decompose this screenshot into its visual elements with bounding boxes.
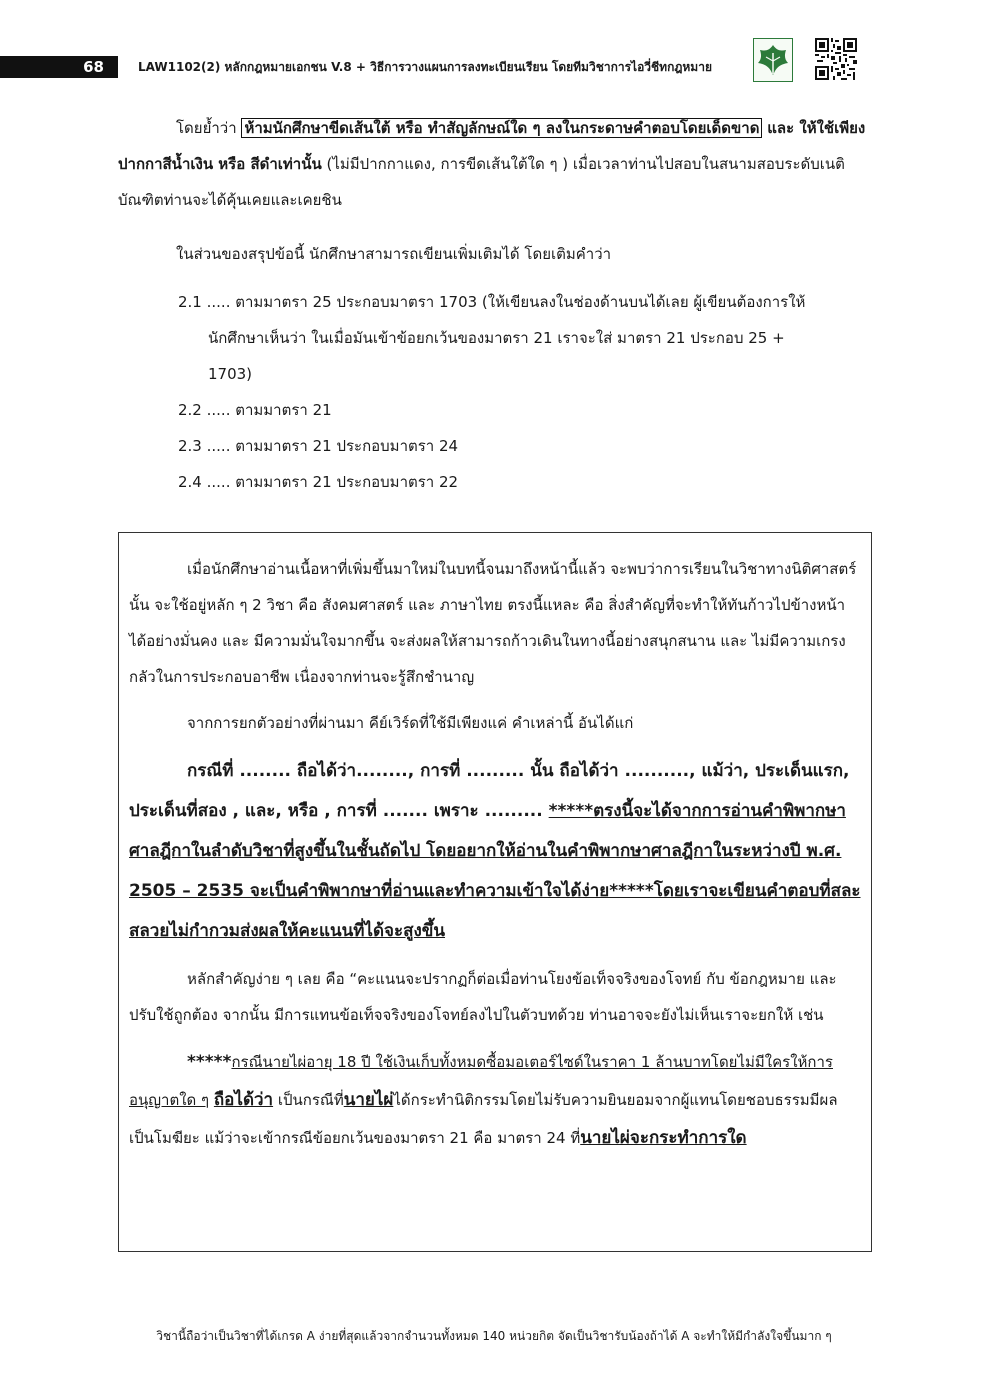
keyword-list: กรณีที่ ........ ถือได้ว่า........, การที่ ......... นั้น ถือได้ว่า .........., แม้ว่า, ประเด็นแรก, ประเด็นที่สอง , และ, หรือ , การที่ ....... เพราะ .........	[129, 761, 850, 821]
box-paragraph-1: เมื่อนักศึกษาอ่านเนื้อหาที่เพิ่มขึ้นมาใหม่ในบทนี้จนมาถึงหน้านี้แล้ว จะพบว่าการเรียนในวิชาทางนิติศาสตร์นั้น จะใช้อยู่หลัก ๆ 2 วิชา คือ สังคมศาสตร์ และ ภาษาไทย ตรงนี้แหละ คือ สิ่งสำคัญที่จะทำให้ทันก้าวไปข้างหน้าได้อย่างมั่นคง และ มีความมั่นใจมากขึ้น จะส่งผลให้สามารถก้าวเดินในทางนี้อย่างสนุกสนาน และ ไม่มีความเกรงกลัวในการประกอบอาชีพ เนื่องจากท่านจะรู้สึกชำนาญ	[129, 560, 857, 686]
pen-instruction: และ ให้ใช้เพียงปากกาสีน้ำเงิน หรือ สีดำเท่านั้น	[118, 119, 866, 173]
list-item-continuation: 1703)	[208, 365, 253, 383]
list-item: 2.4 ..... ตามมาตรา 21 ประกอบมาตรา 22	[178, 473, 459, 491]
box-paragraph-4: หลักสำคัญง่าย ๆ เลย คือ “คะแนนจะปรากฏก็ต่อเมื่อท่านโยงข้อเท็จจริงของโจทย์ กับ ข้อกฎหมาย และ ปรับใช้ถูกต้อง จากนั้น มีการแทนข้อเท็จจริงของโจทย์ลงไปในตัวบทด้วย ท่านอาจจะยังไม่เห็นเราจะยกให้ เช่น	[129, 970, 837, 1024]
intro-paragraph-1	[118, 110, 874, 218]
page-header	[0, 44, 988, 94]
example-keyword: ถือได้ว่า	[213, 1090, 274, 1110]
ivy-leaf-logo-icon	[753, 38, 793, 82]
example-tail: นายไผ่จะกระทำการใด	[580, 1128, 747, 1148]
page-number: 68	[0, 56, 118, 78]
example-name: นายไผ่	[343, 1090, 394, 1110]
intro-lead: โดยย้ำว่า	[176, 119, 237, 137]
qr-code-icon	[815, 38, 857, 80]
intro-paragraph-2: ในส่วนของสรุปข้อนี้ นักศึกษาสามารถเขียนเพิ่มเติมได้ โดยเติมคำว่า	[176, 245, 612, 263]
intro-rest: (ไม่มีปากกาแดง, การขีดเส้นใต้ใด ๆ ) เมื่อเวลาท่านไปสอบในสนามสอบระดับเนติบัณฑิตท่านจะได้คุ้นเคยและเคยชิน	[118, 155, 845, 209]
section-list	[178, 284, 874, 500]
boxed-warning: ห้ามนักศึกษาขีดเส้นใต้ หรือ ทำสัญลักษณ์ใด ๆ ลงในกระดาษคำตอบโดยเด็ดขาด	[241, 118, 762, 138]
list-item: 2.2 ..... ตามมาตรา 21	[178, 401, 332, 419]
main-content	[118, 110, 874, 500]
page-footer: วิชานี้ถือว่าเป็นวิชาที่ได้เกรด A ง่ายที่สุดแล้วจากจำนวนทั้งหมด 140 หน่วยกิต จัดเป็นวิชารับน้องถ้าได้ A จะทำให้มีกำลังใจขึ้นมาก ๆ	[156, 1329, 832, 1343]
list-item: 2.3 ..... ตามมาตรา 21 ประกอบมาตรา 24	[178, 437, 459, 455]
keyword-paragraph	[129, 751, 861, 951]
summary-box	[118, 532, 872, 1252]
list-item-continuation: นักศึกษาเห็นว่า ในเมื่อมันเข้าข้อยกเว้นของมาตรา 21 เราจะใส่ มาตรา 21 ประกอบ 25 +	[208, 329, 785, 347]
example-paragraph	[129, 1043, 861, 1157]
example-text-1: เป็นกรณีที่	[277, 1091, 344, 1109]
header-title: LAW1102(2) หลักกฎหมายเอกชน V.8 + วิธีการวางแผนการลงทะเบียนเรียน โดยทีมวิชาการไอวี่ชีทกฎหมาย	[138, 60, 712, 74]
list-item: 2.1 ..... ตามมาตรา 25 ประกอบมาตรา 1703 (ให้เขียนลงในช่องด้านบนได้เลย ผู้เขียนต้องการให้	[178, 293, 806, 311]
example-text-2: ได้กระทำนิติกรรมโดยไม่รับความยินยอมจากผู้แทนโดยชอบธรรมมีผลเป็นโมฆียะ แม้ว่าจะเข้ากรณีข้อยกเว้นของมาตรา 21 คือ มาตรา 24 ที่	[129, 1091, 838, 1147]
box-paragraph-2: จากการยกตัวอย่างที่ผ่านมา คีย์เวิร์ดที่ใช้มีเพียงแค่ คำเหล่านี้ อันได้แก่	[187, 714, 634, 732]
supreme-court-note: *****ตรงนี้จะได้จากการอ่านคำพิพากษาศาลฎีกาในลำดับวิชาที่สูงขึ้นในชั้นถัดไป โดยอยากให้อ่านในคำพิพากษาศาลฎีกาในระหว่างปี พ.ศ. 2505 – 2535 จะเป็นคำพิพากษาที่อ่านและทำความเข้าใจได้ง่าย*****โดยเราจะเขียนคำตอบที่สละสลวยไม่กำกวมส่งผลให้คะแนนที่ได้จะสูงขึ้น	[129, 801, 861, 941]
example-stars: *****	[187, 1052, 232, 1072]
example-case: กรณีนายไผ่อายุ 18 ปี ใช้เงินเก็บทั้งหมดซื้อมอเตอร์ไซด์ในราคา 1 ล้านบาทโดยไม่มีใครให้การอนุญาตใด ๆ	[129, 1053, 833, 1109]
